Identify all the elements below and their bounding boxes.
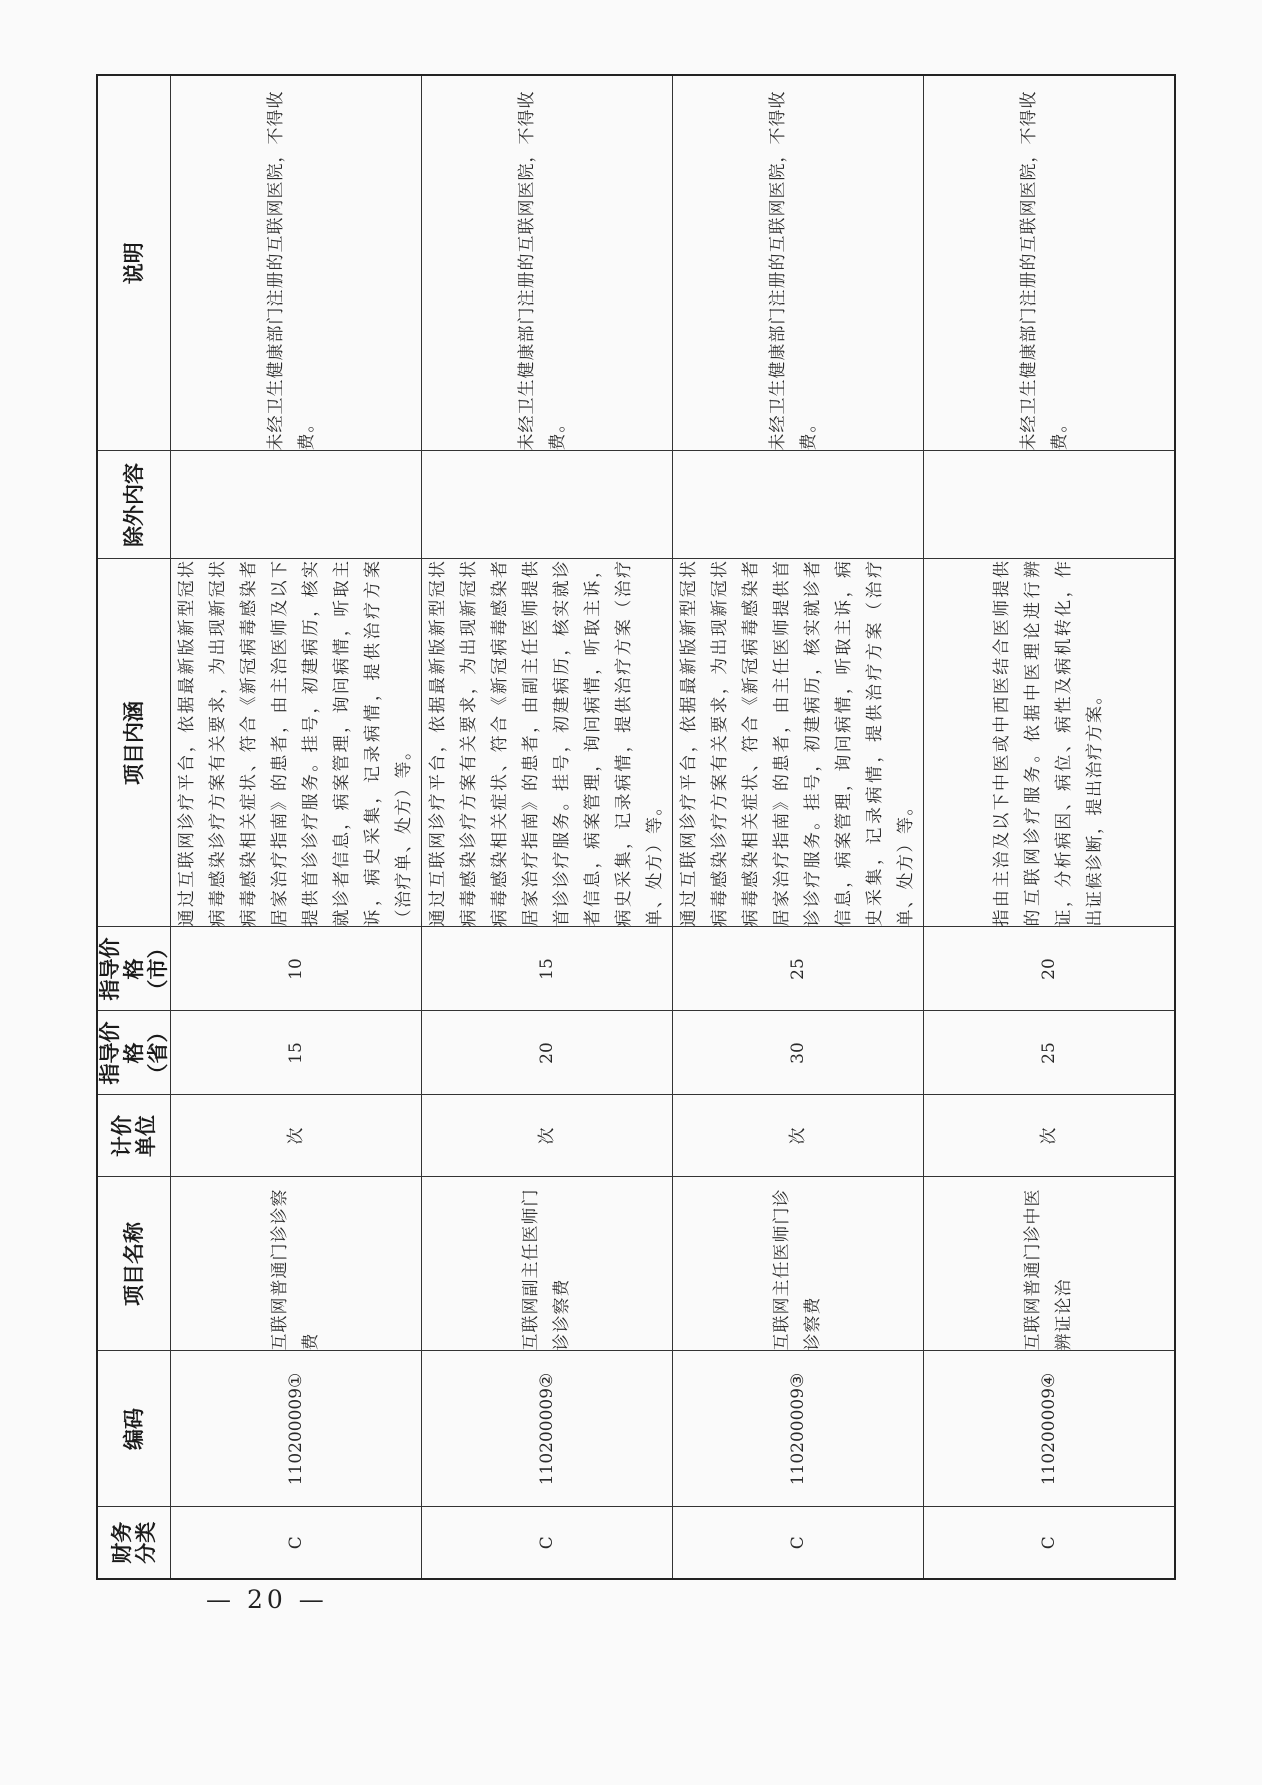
cell-unit: 次 [422,1095,673,1177]
header-price-city: 指导价格 （市） [97,927,171,1011]
table-row [422,75,673,1579]
table-row [673,75,924,1579]
header-exclusions: 除外内容 [97,451,171,559]
cell-code: 110200009③ [673,1351,924,1507]
cell-name: 互联网主任医师门诊诊察费 [673,1177,924,1351]
cell-content: 通过互联网诊疗平台，依据最新版新型冠状病毒感染诊疗方案有关要求，为出现新冠状病毒感染相关症状、符合《新冠病毒感染者居家治疗指南》的患者，由副主任医师提供首诊诊疗服务。挂号，初建病历，核实就诊者信息，病案管理，询问病情，听取主诉，病史采集，记录病情，提供治疗方案（治疗单、处方）等。 [422,559,673,927]
cell-code: 110200009④ [924,1351,1176,1507]
cell-content: 通过互联网诊疗平台，依据最新版新型冠状病毒感染诊疗方案有关要求，为出现新冠状病毒感染相关症状、符合《新冠病毒感染者居家治疗指南》的患者，由主治医师及以下提供首诊诊疗服务。挂号，初建病历，核实就诊者信息，病案管理，询问病情，听取主诉，病史采集，记录病情，提供治疗方案（治疗单、处方）等。 [171,559,422,927]
cell-content: 通过互联网诊疗平台，依据最新版新型冠状病毒感染诊疗方案有关要求，为出现新冠状病毒感染相关症状、符合《新冠病毒感染者居家治疗指南》的患者，由主任医师提供首诊诊疗服务。挂号，初建病历，核实就诊者信息，病案管理，询问病情，听取主诉，病史采集，记录病情，提供治疗方案（治疗单、处方）等。 [673,559,924,927]
cell-name: 互联网普通门诊诊察费 [171,1177,422,1351]
table-row [171,75,422,1579]
table-row [924,75,1176,1579]
cell-unit: 次 [171,1095,422,1177]
cell-category: C [924,1507,1176,1579]
page-number: — 20 — [206,1585,328,1614]
header-notes: 说明 [97,75,171,451]
fee-table-rotated [96,76,1105,1580]
cell-exclusions [171,451,422,559]
cell-price-city: 15 [422,927,673,1011]
header-row [97,75,171,1579]
header-category: 财务 分类 [97,1507,171,1579]
cell-exclusions [673,451,924,559]
cell-price-province: 20 [422,1011,673,1095]
cell-price-city: 10 [171,927,422,1011]
cell-notes: 未经卫生健康部门注册的互联网医院，不得收费。 [924,75,1176,451]
cell-name: 互联网副主任医师门诊诊察费 [422,1177,673,1351]
cell-unit: 次 [673,1095,924,1177]
cell-name: 互联网普通门诊中医辨证论治 [924,1177,1176,1351]
cell-price-province: 30 [673,1011,924,1095]
header-price-province: 指导价格 （省） [97,1011,171,1095]
cell-code: 110200009① [171,1351,422,1507]
cell-category: C [171,1507,422,1579]
cell-exclusions [924,451,1176,559]
cell-notes: 未经卫生健康部门注册的互联网医院，不得收费。 [673,75,924,451]
header-content: 项目内涵 [97,559,171,927]
header-unit: 计价 单位 [97,1095,171,1177]
cell-code: 110200009② [422,1351,673,1507]
header-name: 项目名称 [97,1177,171,1351]
cell-price-city: 20 [924,927,1176,1011]
cell-content: 指由主治及以下中医或中西医结合医师提供的互联网诊疗服务。依据中医理论进行辨证，分析病因、病位、病性及病机转化，作出证候诊断，提出治疗方案。 [924,559,1176,927]
cell-price-city: 25 [673,927,924,1011]
fee-table [96,74,1176,1580]
cell-price-province: 25 [924,1011,1176,1095]
cell-unit: 次 [924,1095,1176,1177]
cell-exclusions [422,451,673,559]
header-code: 编码 [97,1351,171,1507]
cell-category: C [422,1507,673,1579]
cell-notes: 未经卫生健康部门注册的互联网医院，不得收费。 [422,75,673,451]
cell-category: C [673,1507,924,1579]
cell-notes: 未经卫生健康部门注册的互联网医院，不得收费。 [171,75,422,451]
cell-price-province: 15 [171,1011,422,1095]
